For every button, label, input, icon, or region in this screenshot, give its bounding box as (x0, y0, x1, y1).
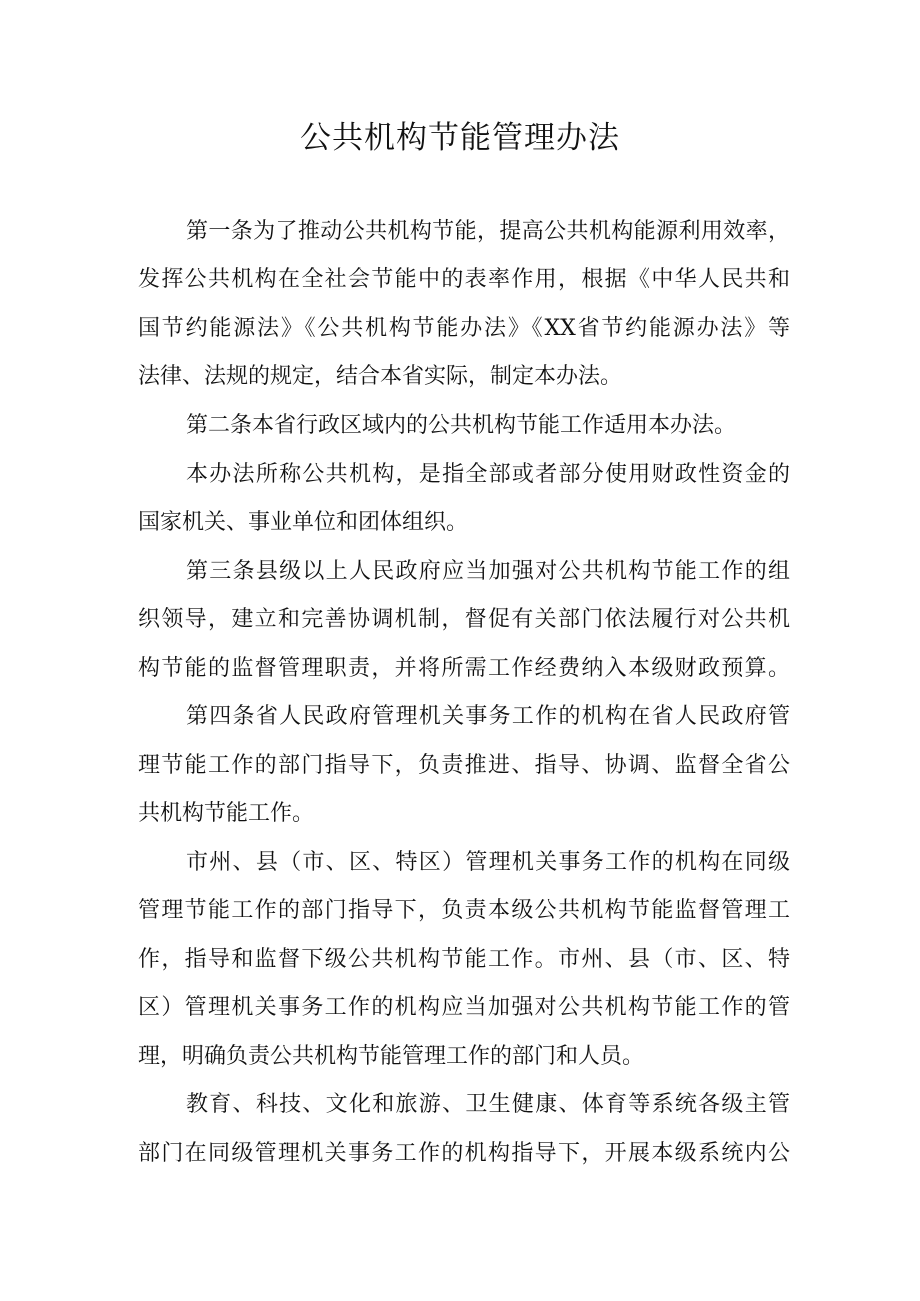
text-line: 共机构节能工作。 (138, 801, 315, 826)
text-line: 区）管理机关事务工作的机构应当加强对公共机构节能工作的管 (138, 995, 790, 1020)
text-line: 本办法所称公共机构，是指全部或者部分使用财政性资金的 (186, 462, 790, 487)
text-line: 构节能的监督管理职责，并将所需工作经费纳入本级财政预算。 (138, 656, 790, 681)
document-title: 公共机构节能管理办法 (300, 120, 620, 156)
text-line: 理，明确负责公共机构节能管理工作的部门和人员。 (138, 1044, 645, 1069)
text-line: 国家机关、事业单位和团体组织。 (138, 510, 469, 535)
text-line: 第三条县级以上人民政府应当加强对公共机构节能工作的组 (186, 559, 790, 584)
text-line: 第二条本省行政区域内的公共机构节能工作适用本办法。 (186, 413, 737, 438)
text-line: 管理节能工作的部门指导下，负责本级公共机构节能监督管理工 (138, 898, 790, 923)
text-line: 第一条为了推动公共机构节能，提高公共机构能源利用效率， (186, 219, 790, 244)
text-line: 法律、法规的规定，结合本省实际，制定本办法。 (138, 364, 623, 389)
text-line: 发挥公共机构在全社会节能中的表率作用，根据《中华人民共和 (138, 267, 790, 292)
text-line: 织领导，建立和完善协调机制，督促有关部门依法履行对公共机 (138, 607, 790, 632)
text-line: 作，指导和监督下级公共机构节能工作。市州、县（市、区、特 (138, 947, 790, 972)
text-line: 市州、县（市、区、特区）管理机关事务工作的机构在同级 (186, 850, 790, 875)
text-line: 国节约能源法》《公共机构节能办法》《XX省节约能源办法》等 (138, 316, 790, 341)
text-line: 理节能工作的部门指导下，负责推进、指导、协调、监督全省公 (138, 753, 790, 778)
text-line: 第四条省人民政府管理机关事务工作的机构在省人民政府管 (186, 704, 790, 729)
text-line: 部门在同级管理机关事务工作的机构指导下，开展本级系统内公 (138, 1141, 790, 1166)
text-line: 教育、科技、文化和旅游、卫生健康、体育等系统各级主管 (186, 1092, 790, 1117)
